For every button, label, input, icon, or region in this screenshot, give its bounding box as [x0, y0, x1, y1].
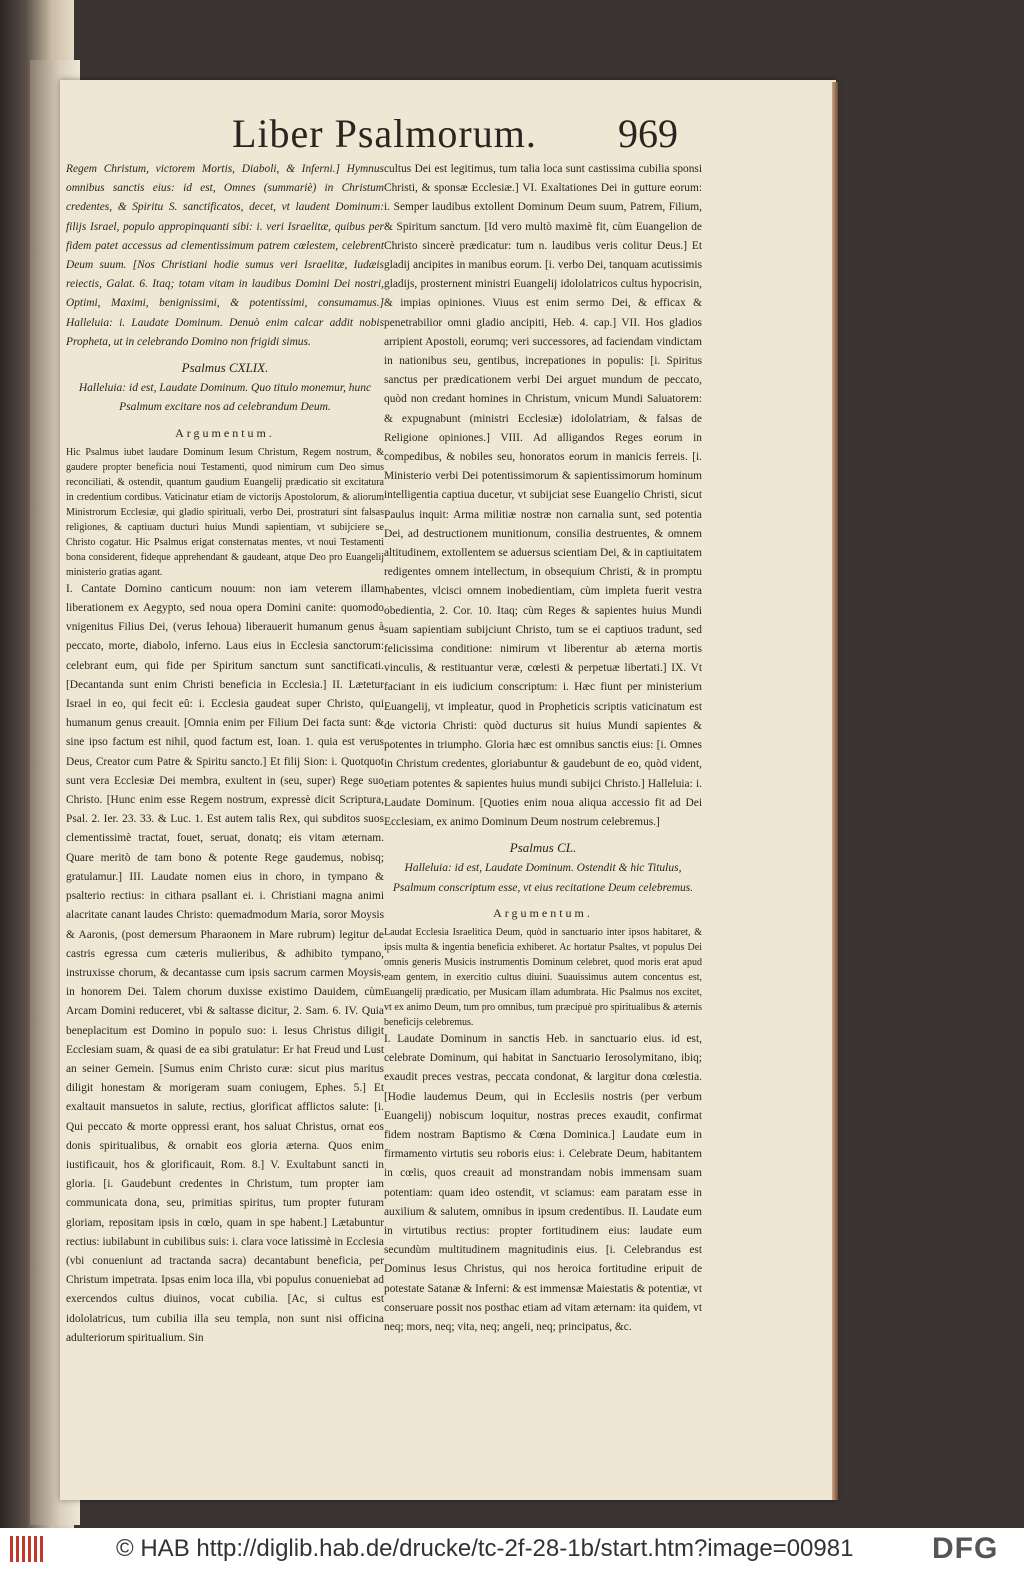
source-url-link[interactable]: © HAB http://diglib.hab.de/drucke/tc-2f-28-1b/start.htm?image=00981: [116, 1535, 854, 1562]
psalm-149-title: Psalmus CXLIX.: [181, 360, 269, 376]
left-paragraph-2: I. Cantate Domino canticum nouum: non iam veterem illam liberationem ex Aegypto, sed noua opera Domini canite: quomodo vnigenitus Filius Dei, (verus Iehoua) liberauerit humanum genus à peccato, morte, diabolo, inferno. Laus eius in Ecclesia sanctorum: celebrant eum, qui fide per Spiritum sanctum sunt sanctificati. [Decantanda sunt enim Christi beneficia in Ecclesia.] II. Lætetur Israel in eo, qui fecit eû: i. Ecclesia gaudeat super Christo, qui humanum genus creauit. [Omnia enim per Filium Dei facta sunt: & sine ipso factum est nihil, quod factum est, Ioan. 1. quia est verus Deus, Creator cum Patre & Spiritu sancto.] Et filij Sion: i. Quotquot sunt vera Ecclesiæ Dei membra, exultent in (seu, super) Rege suo Christo. [Hunc enim esse Regem nostrum, expressè dicit Scriptura, Psal. 2. Ier. 23. 33. & Luc. 1. Est autem talis Rex, qui subditos suos clementissimè tractat, fouet, seruat, donatq; eis vitam æternam. Quare meritò de tam bono & potente Rege gaudemus, nobisq; gratulamur.] III. Laudate nomen eius in choro, in tympano & psalterio rectius: in cithara psallant ei. i. Christiani magna animi alacritate canant laudes Christo: quemadmodum Maria, soror Moysis & Aaronis, (post demersum Pharaonem in Mare rubrum) legitur de castris egressa cum cæteris mulieribus, & adhibito tympano, instruxisse chorum, & decantasse cum ipsis sacrum carmen Moysis, in honorem Dei. Talem chorum duxisse existimo Dauidem, cùm Arcam Domini reduceret, vbi & saltasse dicitur, 2. Sam. 6. IV. Quia beneplacitum est Domino in populo suo: i. Iesus Christus diligit Ecclesiam suam, & quasi de ea sibi gratulatur: Er hat Freud und Lust an seiner Gemein. [Sumus enim Christo curæ: sicut pius maritus diligit honestam & morigeram suam coniugem, Ephes. 5.] Et exaltauit mansuetos in salute, rectius, glorificat afflictos salute: [i. Qui peccato & morte oppressi erant, hos saluat Christus, ornat eos donis spiritualibus, & ornabit eos gloria æterna. Quos enim iustificauit, hos & glorificauit, Rom. 8.] V. Exultabunt sancti in gloria. [i. Gaudebunt credentes in Christum, tum propter iam communicata dona, seu, primitias spiritus, tum propter futuram gloriam, repositam ipsis in cœlo, quam in spe habent.] Lætabuntur rectius: iubilabunt in cubilibus suis: i. clara voce latissimè in Ecclesia (vbi conueniunt ad tractanda sacra) decantabunt beneficia, per Christum impetrata. Ipsas enim loca illa, vbi populus conueniebat ad exercendos cultus diuinos, vocat cubilia. [Ac, si cultus est idololatricus, tum cubilia illa seu templa, non sunt nisi officina adulteriorum spiritualium. Sin: [66, 582, 384, 1344]
right-paragraph-1: cultus Dei est legitimus, tum talia loca sunt castissima cubilia sponsi Christi, & sponsæ Ecclesiæ.] VI. Exaltationes Dei in gutture eorum: i. Semper laudibus extollent Dominum Deum suum, Patrem, Filium, & Spiritum sanctum. [Id vero multò maximè fit, cùm Euangelion de Christo sincerè prædicatur: tum n. laudibus veris colitur Deus.] Et gladij ancipites in manibus eorum. [i. verbo Dei, tanquam acutissimis gladijs, prosternent ministri Euangelij idololatricos cultus hypocrisin, & impias opiniones. Viuus est enim sermo Dei, & efficax & penetrabilior omni gladio ancipiti, Heb. 4. cap.] VII. Hos gladios arripient Apostoli, eorumq; veri successores, ad faciendam vindictam in nationibus seu, gentibus, increpationes in populis: [i. Spiritus sanctus per prædicationem verbi Dei arguet mundum de peccato, quòd non credant homines in Christum, vnicum Mundi Saluatorem: & expugnabunt (ministri Ecclesiæ) idololatriam, & falsas de Religione opiniones.] VIII. Ad alligandos Reges eorum in compedibus, & nobiles seu, honoratos eorum in manicis ferreis. [i. Ministerio verbi Dei potentissimorum & sapientissimorum hominum intelligentia captiua ducetur, vt subijciat sese Euangelio Christi, sicut Paulus inquit: Arma militiæ nostræ non carnalia sunt, sed potentia Dei, ad destructionem munitionum, consilia destruentes, & omnem altitudinem, extollentem se aduersus scientiam Dei, & in captiuitatem redigentes omnem intellectum, in obsequium Christi, & in promptu habentes, vlcisci omnem inobedientiam, cùm impleta fuerit vestra obedientia, 2. Cor. 10. Itaq; cùm Reges & sapientes huius Mundi suam sapientiam subijciunt Christo, tum se ei captiuos tradunt, sed felicissima conditione: nimirum vt liberentur ab æterna mortis vinculis, & restituantur veræ, cœlesti & perpetuæ libertati.] IX. Vt faciant in eis iudicium conscriptum: i. Hæc fiunt per ministerium Euangelij, vt impleatur, quod in Propheticis scriptis vaticinatum est de victoria Christi: quòd ducturus sit huius Mundi sapientes & potentes in triumpho. Gloria hæc est omnibus sanctis eius: [i. Omnes in Christum credentes, gloriabuntur & gaudebunt de eo, quòd vident, etiam potentes & sapientes huius mundi subijci Christo.] Halleluia: i. Laudate Dominum. [Quoties enim noua aliqua accessio fit ad Dei Ecclesiam, ex animo Dominum Deum nostrum celebremus.]: [384, 163, 702, 828]
page-number: 969: [618, 111, 678, 156]
running-head: Liber Psalmorum.: [232, 111, 537, 156]
psalm-149-heading: Halleluia: id est, Laudate Dominum. Quo titulo monemur, hunc Psalmum excitare nos ad celebrandum Deum.: [78, 382, 372, 414]
psalm-150-heading: Halleluia: id est, Laudate Dominum. Ostendit & hic Titulus, Psalmum conscriptum esse, vt eius recitatione Deum celebremus.: [392, 862, 694, 894]
right-paragraph-2: I. Laudate Dominum in sanctis Heb. in sanctuario eius. id est, celebrate Dominum, qui habitat in Sanctuario Ierosolymitano, ibiq; exaudit preces vestras, peccata condonat, & largitur dona cœlestia. [Hodie laudemus Deum, qui in Ecclesiis nostris (per verbum Euangelij) nobiscum loquitur, nostras preces exaudit, confirmat fidem nostram Baptismo & Cœna Dominica.] Laudate eum in firmamento virtutis seu roboris eius: i. Celebrate Deum, habitantem in cœlis, quos creauit ad monstrandam nobis immensam suam potentiam: quam ideo ostendit, vt sciamus: eam paratam esse in auxilium & salutem, omnibus in ipsum credentibus. II. Laudate eum in virtutibus rectius: propter fortitudinem eius: laudate eum secundùm multitudinem magnitudinis eius. [i. Celebrandus est Dominus Iesus Christus, qui nos heroica fortitudine eripuit de potestate Satanæ & Inferni: & est immensæ Maiestatis & potentiæ, vt conseruare possit nos posthac etiam ad vitam æternam: ita quidem, vt neq; mors, neq; vita, neq; angeli, neq; principatus, &c.: [384, 1032, 702, 1333]
hab-logo-icon: [8, 1532, 44, 1566]
page-edge: [832, 82, 838, 1500]
dfg-logo: DFG: [932, 1532, 999, 1565]
argumentum-label-right: Argumentum.: [493, 905, 593, 920]
left-column: [66, 160, 384, 1348]
footer-bar: [0, 1528, 1024, 1570]
psalm-150-title: Psalmus CL.: [509, 840, 577, 856]
argumentum-label-left: Argumentum.: [175, 425, 275, 440]
psalm-149-argument: Hic Psalmus iubet laudare Dominum Iesum Christum, Regem nostrum, & gaudere propter beneficia noui Testamenti, quod nimirum cum Deo simus reconciliati, & ostendit, quantum gaudium Euangelij prædicatio sit excitatura in credentium cordibus. Vaticinatur etiam de victorijs Apostolorum, & aliorum Ministrorum Ecclesiæ, qui gladio spirituali, verbo Dei, prostraturi sint falsas religiones, & captiuam ducturi huius Mundi sapientiam, vt subijciere se Christo cogatur. Hic Psalmus erigat consternatas mentes, vt noui Testamenti bona considerent, fideque apprehendant & gaudeant, atque Deo pro Euangelij ministerio gratias agant.: [66, 446, 384, 578]
left-paragraph-1: Regem Christum, victorem Mortis, Diaboli, & Inferni.] Hymnus omnibus sanctis eius: id est, Omnes (summariè) in Christum credentes, & Spiritu S. sanctificatos, decet, vt laudent Dominum: filijs Israel, populo appropinquanti sibi: i. veri Israelitæ, quibus per fidem patet accessus ad clementissimum patrem cœlestem, celebrent Deum suum. [Nos Christiani hodie sumus veri Israelitæ, Iudæis reiectis, Galat. 6. Itaq; totam vitam in laudibus Domini Dei nostri, Optimi, Maximi, benignissimi, & potentissimi, consumamus.] Halleluia: i. Laudate Dominum. Denuò enim calcar addit nobis Propheta, ut in celebrando Domino non frigidi simus.: [66, 163, 384, 348]
psalm-150-argument: Laudat Ecclesia Israelitica Deum, quòd in sanctuario inter ipsos habitaret, & ipsis multa & ingentia beneficia exhiberet. Ac hortatur Psaltes, vt populus Dei omnis generis Musicis instrumentis Dominum celebret, quod moris erat apud eam gentem, in exercitio cultus diuini. Suauissimus autem concentus est, Euangelij prædicatio, per Musicam illam adumbrata. Hic Psalmus nos excitet, vt ex animo Deum, tum pro omnibus, tum præcipuè pro spiritualibus & æternis beneficijs celebremus.: [384, 926, 702, 1028]
right-column: [384, 160, 702, 1337]
